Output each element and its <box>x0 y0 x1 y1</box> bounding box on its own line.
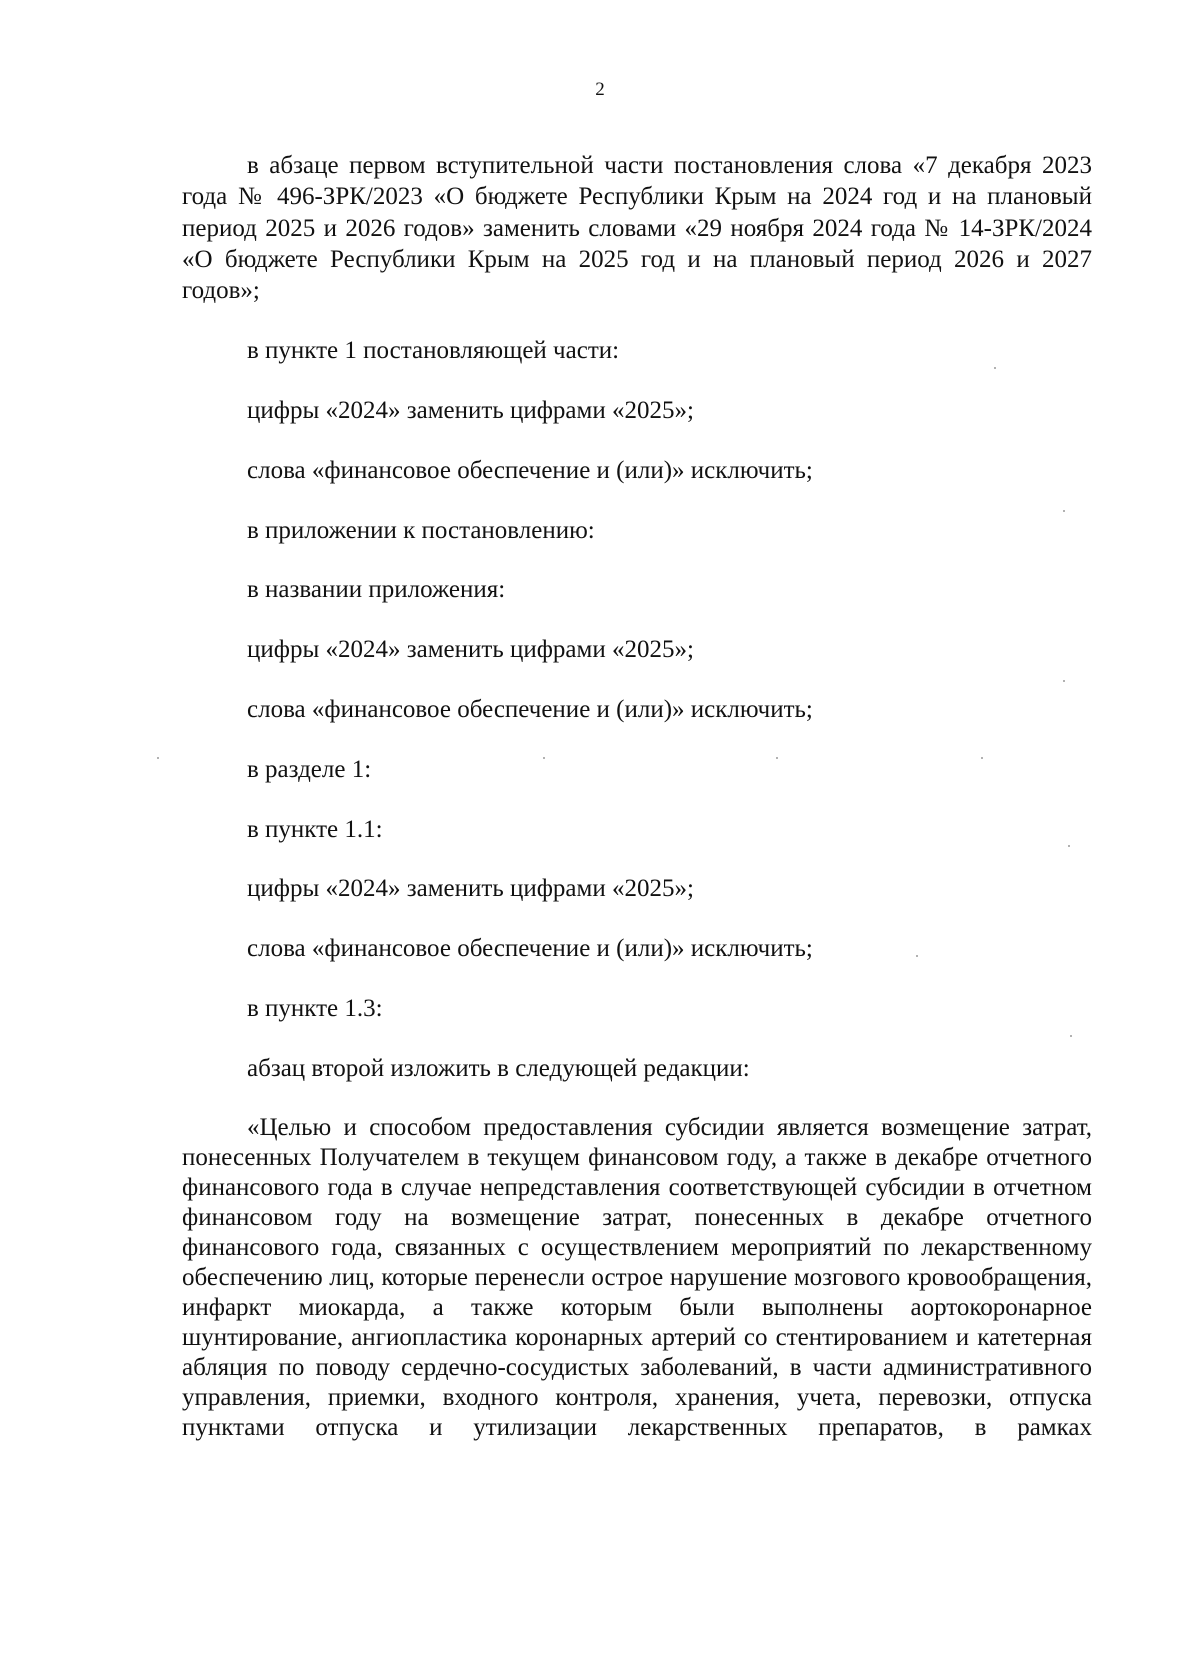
scan-speck <box>776 757 778 759</box>
scan-speck <box>1063 680 1065 682</box>
paragraph-quote: «Целью и способом предоставления субсидии является возмещение затрат, понесенных Получателем в текущем финансовом году, а также в декабре отчетного финансового года в случае непредставления соответствующей субсидии в отчетном финансовом году на возмещение затрат, понесенных в декабре отчетного финансового года, связанных с осуществлением мероприятий по лекарственному обеспечению лиц, которые перенесли острое нарушение мозгового кровообращения, инфаркт миокарда, а также которым были выполнены аортокоронарное шунтирование, ангиопластика коронарных артерий со стентированием и катетерная абляция по поводу сердечно-сосудистых заболеваний, в части административного управления, приемки, входного контроля, хранения, учета, перевозки, отпуска пунктами отпуска и утилизации лекарственных препаратов, в рамках <box>182 1113 1092 1441</box>
paragraph: в приложении к постановлению: <box>247 516 595 544</box>
paragraph: цифры «2024» заменить цифрами «2025»; <box>247 636 694 664</box>
scan-speck <box>981 757 983 759</box>
paragraph: в пункте 1.1: <box>247 815 383 843</box>
scan-speck <box>994 367 996 369</box>
paragraph: в разделе 1: <box>247 755 372 783</box>
paragraph: абзац второй изложить в следующей редакции: <box>247 1054 750 1082</box>
paragraph: в названии приложения: <box>247 576 506 604</box>
document-body <box>182 150 1092 1443</box>
paragraph: слова «финансовое обеспечение и (или)» исключить; <box>247 696 813 724</box>
paragraph-intro: в абзаце первом вступительной части постановления слова «7 декабря 2023 года № 496-ЗРК/2023 «О бюджете Республики Крым на 2024 год и на плановый период 2025 и 2026 годов» заменить словами «29 ноября 2024 года № 14-ЗРК/2024 «О бюджете Республики Крым на 2025 год и на плановый период 2026 и 2027 годов»; <box>182 152 1092 305</box>
paragraph: слова «финансовое обеспечение и (или)» исключить; <box>247 935 813 963</box>
scan-speck <box>1068 845 1070 847</box>
paragraph: в пункте 1 постановляющей части: <box>247 337 620 365</box>
paragraph: слова «финансовое обеспечение и (или)» исключить; <box>247 456 813 484</box>
paragraph: в пункте 1.3: <box>247 995 383 1023</box>
paragraph: цифры «2024» заменить цифрами «2025»; <box>247 875 694 903</box>
paragraph: цифры «2024» заменить цифрами «2025»; <box>247 397 694 425</box>
scan-speck <box>157 757 159 759</box>
scan-speck <box>1070 1035 1072 1037</box>
scan-speck <box>916 955 918 957</box>
scan-speck <box>543 757 545 759</box>
page-number: 2 <box>595 79 605 100</box>
scan-speck <box>1063 510 1065 512</box>
